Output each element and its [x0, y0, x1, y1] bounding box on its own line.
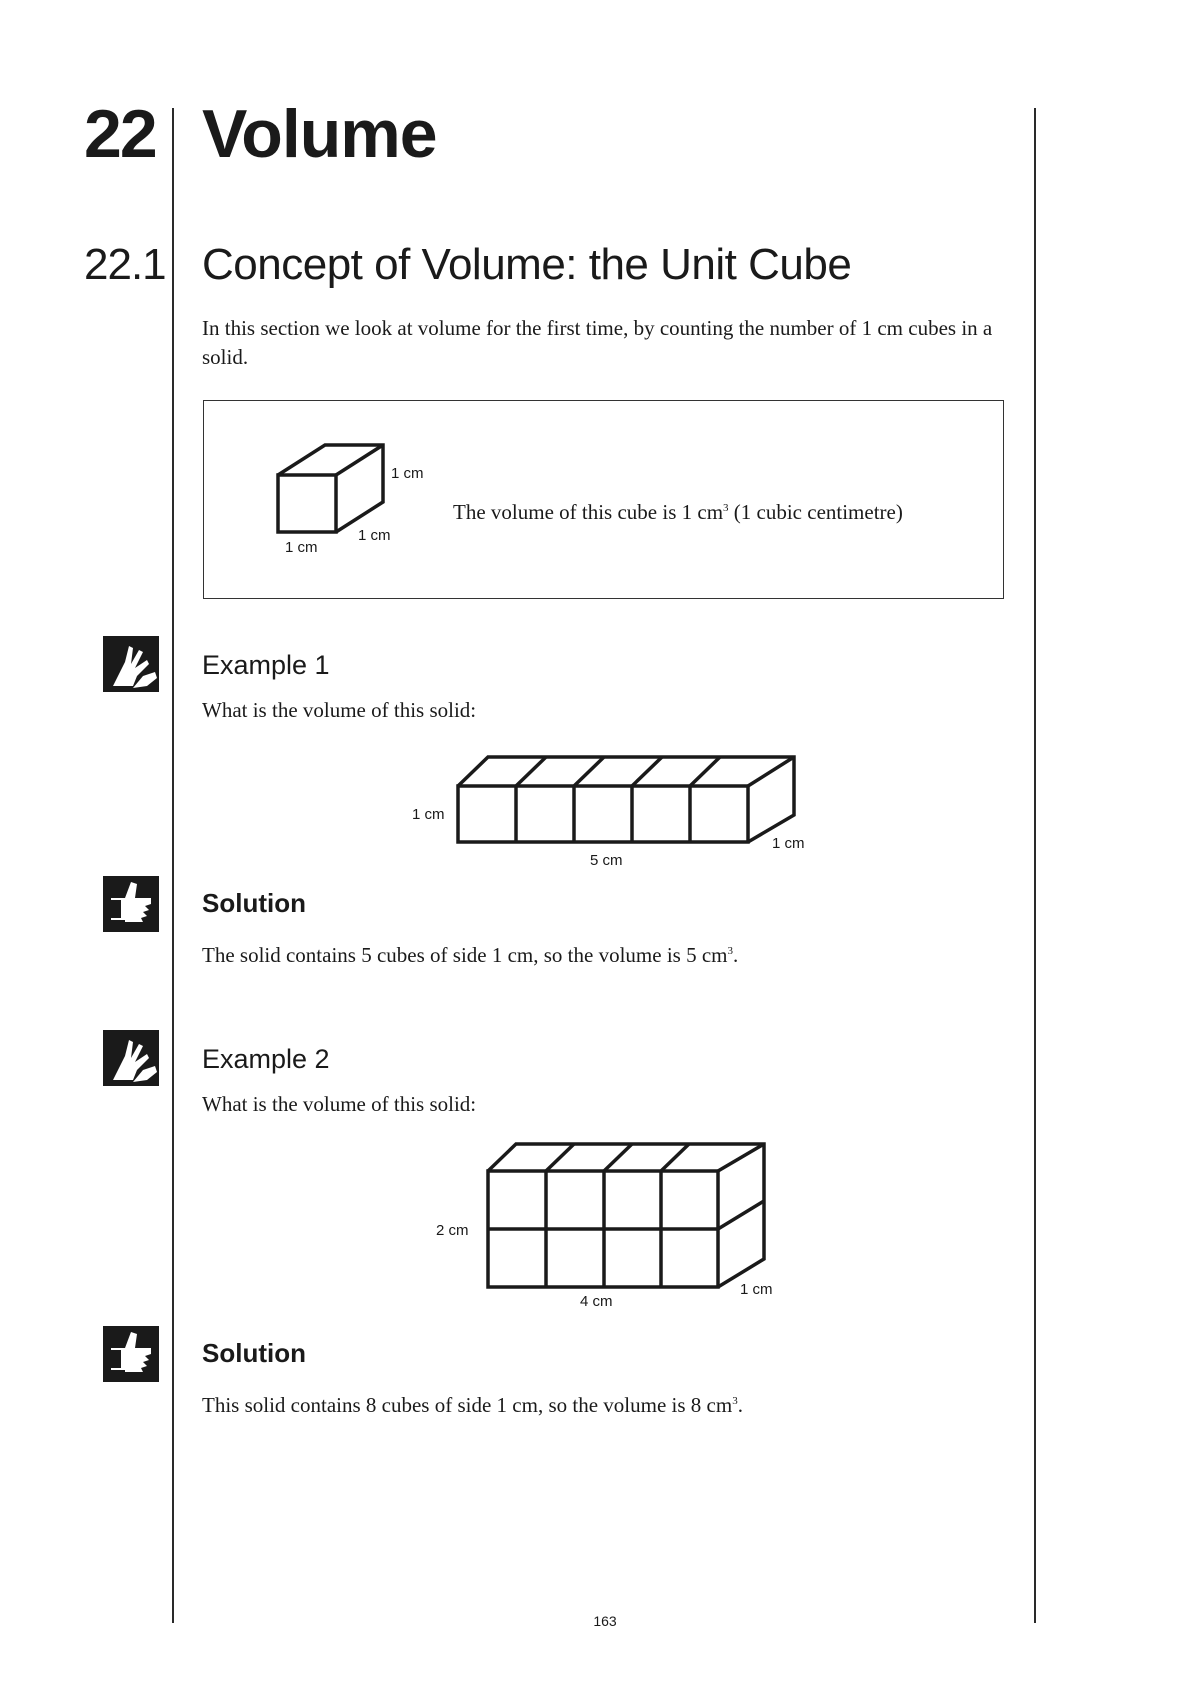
left-margin-rule	[172, 108, 174, 1623]
example-1-length-label: 5 cm	[590, 852, 623, 869]
example-1-solution-heading: Solution	[202, 888, 306, 918]
example-1-solution-main: The solid contains 5 cubes of side 1 cm, so the volume is 5 cm	[202, 943, 728, 967]
example-1-solution-tail: .	[733, 943, 739, 967]
page-number: 163	[593, 1613, 617, 1629]
solution-thumbs-up-icon	[103, 1326, 159, 1382]
definition-text	[453, 500, 903, 525]
definition-text-main: The volume of this cube is 1 cm	[453, 500, 724, 524]
example-1-question: What is the volume of this solid:	[202, 698, 477, 722]
definition-superscript: 3	[723, 502, 729, 514]
definition-text-tail: (1 cubic centimetre)	[728, 500, 903, 524]
example-2-depth-label: 1 cm	[740, 1281, 773, 1298]
example-2-solution-tail: .	[737, 1393, 743, 1417]
example-2-question: What is the volume of this solid:	[202, 1092, 477, 1116]
example-2-length-label: 4 cm	[580, 1293, 613, 1310]
example-1-solution-text	[202, 943, 738, 968]
example-2-solution-text	[202, 1393, 743, 1418]
example-2-solution-superscript: 3	[732, 1395, 738, 1407]
section-number: 22.1	[84, 240, 166, 289]
chapter-number: 22	[84, 96, 156, 172]
example-2-solution-heading: Solution	[202, 1338, 306, 1368]
right-margin-rule	[1034, 108, 1036, 1623]
section-title: Concept of Volume: the Unit Cube	[202, 240, 852, 289]
example-1-heading: Example 1	[202, 650, 330, 680]
unit-cube-diagram	[260, 430, 450, 570]
solution-thumbs-up-icon	[103, 876, 159, 932]
cube-width-label: 1 cm	[285, 539, 318, 556]
chapter-title: Volume	[202, 96, 437, 172]
example-2-height-label: 2 cm	[436, 1222, 469, 1239]
example-1-solution-superscript: 3	[727, 945, 733, 957]
intro-paragraph: In this section we look at volume for the first time, by counting the number of 1 cm cubes in a solid.	[202, 316, 993, 369]
example-2-solution-main: This solid contains 8 cubes of side 1 cm, so the volume is 8 cm	[202, 1393, 733, 1417]
example-hand-icon	[103, 1030, 159, 1086]
cube-depth-label: 1 cm	[358, 527, 391, 544]
example-2-heading: Example 2	[202, 1044, 330, 1074]
example-2-solid-diagram	[430, 1135, 790, 1310]
example-1-depth-label: 1 cm	[772, 835, 805, 852]
example-1-height-label: 1 cm	[412, 806, 445, 823]
example-1-solid-diagram	[400, 740, 820, 870]
example-hand-icon	[103, 636, 159, 692]
cube-height-label: 1 cm	[391, 465, 424, 482]
